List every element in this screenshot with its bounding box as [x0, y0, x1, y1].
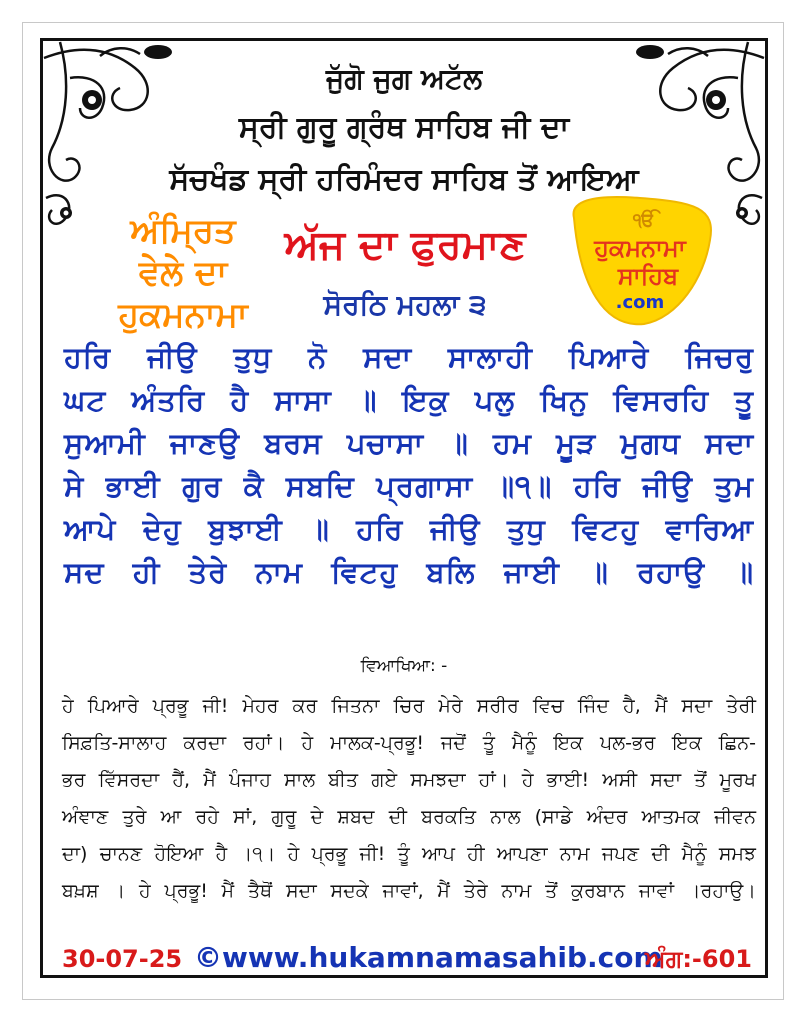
footer-ang: ਅੰਗ:-601 [644, 945, 752, 973]
hukamnama-sahib-logo [560, 190, 720, 330]
footer [62, 941, 752, 977]
logo-text-line-2: ਸਾਹਿਬ [617, 262, 679, 290]
footer-website: ©www.hukamnamasahib.com [194, 941, 663, 974]
logo-text-com: .com [615, 292, 665, 313]
logo-text-line-1: ਹੁਕਮਨਾਮਾ [594, 234, 686, 262]
header-line-3: ਸੱਚਖੰਡ ਸ੍ਰੀ ਹਰਿਮੰਦਰ ਸਾਹਿਬ ਤੋਂ ਆਇਆ [169, 162, 639, 197]
meaning-line: ਦਾ) ਚਾਨਣ ਹੋਇਆ ਹੈ ।੧। ਹੇ ਪ੍ਰਭੂ ਜੀ! ਤੂੰ ਆਪ ਹੀ ਆਪਣਾ ਨਾਮ ਜਪਣ ਦੀ ਮੈਨੂੰ ਸਮਝ [62, 843, 756, 865]
footer-date: 30-07-25 [62, 945, 183, 973]
khanda-symbol: ੴ [633, 210, 655, 231]
meaning-line: ਭਰ ਵਿੱਸਰਦਾ ਹੈਂ, ਮੈਂ ਪੰਜਾਹ ਸਾਲ ਬੀਤ ਗਏ ਸਮਝਦਾ ਹਾਂ। ਹੇ ਭਾਈ! ਅਸੀ ਸਦਾ ਤੋਂ ਮੂਰਖ [62, 769, 756, 791]
gurbani-line: ਸੁਆਮੀ ਜਾਣਉ ਬਰਸ ਪਚਾਸਾ ॥ ਹਮ ਮੂੜ ਮੁਗਧ ਸਦਾ [64, 426, 754, 460]
gurbani-line: ਸਦ ਹੀ ਤੇਰੇ ਨਾਮ ਵਿਟਹੁ ਬਲਿ ਜਾਈ ॥ ਰਹਾਉ ॥ [64, 555, 754, 589]
meaning-line: ਬਖ਼ਸ਼ । ਹੇ ਪ੍ਰਭੂ! ਮੈਂ ਤੈਥੋਂ ਸਦਾ ਸਦਕੇ ਜਾਵਾਂ, ਮੈਂ ਤੇਰੇ ਨਾਮ ਤੋਂ ਕੁਰਬਾਨ ਜਾਵਾਂ ।ਰਹਾਉ। [62, 880, 756, 902]
header-line-1: ਜੁੱਗੋ ਜੁਗ ਅਟੱਲ [326, 62, 482, 95]
side-title-line-2: ਵੇਲੇ ਦਾ [138, 253, 228, 293]
side-title-line-3: ਹੁਕਮਨਾਮਾ [118, 295, 248, 335]
meaning-line: ਸਿਫ਼ਤਿ-ਸਾਲਾਹ ਕਰਦਾ ਰਹਾਂ। ਹੇ ਮਾਲਕ-ਪ੍ਰਭੂ! ਜਦੋਂ ਤੂੰ ਮੈਨੂੰ ਇਕ ਪਲ-ਭਰ ਇਕ ਛਿਨ- [62, 732, 756, 754]
meaning-text [62, 688, 756, 910]
header-line-2: ਸ੍ਰੀ ਗੁਰੂ ਗ੍ਰੰਥ ਸਾਹਿਬ ਜੀ ਦਾ [238, 110, 570, 145]
raag-heading: ਸੋਰਠਿ ਮਹਲਾ ੩ [323, 288, 487, 321]
main-title: ਅੱਜ ਦਾ ਫੁਰਮਾਣ [284, 222, 526, 268]
gurbani-line: ਘਟ ਅੰਤਰਿ ਹੈ ਸਾਸਾ ॥ ਇਕੁ ਪਲੁ ਖਿਨੁ ਵਿਸਰਹਿ ਤੂ [64, 383, 754, 417]
gurbani-line: ਆਪੇ ਦੇਹੁ ਬੁਝਾਈ ॥ ਹਰਿ ਜੀਉ ਤੁਧੁ ਵਿਟਹੁ ਵਾਰਿਆ [64, 512, 754, 546]
gurbani-text [64, 336, 754, 594]
gurbani-line: ਹਰਿ ਜੀਉ ਤੁਧੁ ਨੋ ਸਦਾ ਸਾਲਾਹੀ ਪਿਆਰੇ ਜਿਚਰੁ [64, 340, 754, 374]
gurbani-line: ਸੇ ਭਾਈ ਗੁਰ ਕੈ ਸਬਦਿ ਪ੍ਰਗਾਸਾ ॥੧॥ ਹਰਿ ਜੀਉ ਤੁਮ [64, 469, 754, 503]
side-title-line-1: ਅੰਮ੍ਰਿਤ [130, 211, 236, 251]
meaning-line: ਹੇ ਪਿਆਰੇ ਪ੍ਰਭੂ ਜੀ! ਮੇਹਰ ਕਰ ਜਿਤਨਾ ਚਿਰ ਮੇਰੇ ਸਰੀਰ ਵਿਚ ਜਿੰਦ ਹੈ, ਮੈਂ ਸਦਾ ਤੇਰੀ [62, 695, 756, 717]
meaning-line: ਅੰਞਾਣ ਤੁਰੇ ਆ ਰਹੇ ਸਾਂ, ਗੁਰੂ ਦੇ ਸ਼ਬਦ ਦੀ ਬਰਕਤਿ ਨਾਲ (ਸਾਡੇ ਅੰਦਰ ਆਤਮਕ ਜੀਵਨ [62, 806, 756, 828]
vyakhya-label: ਵਿਆਖਿਆ: - [360, 656, 448, 676]
